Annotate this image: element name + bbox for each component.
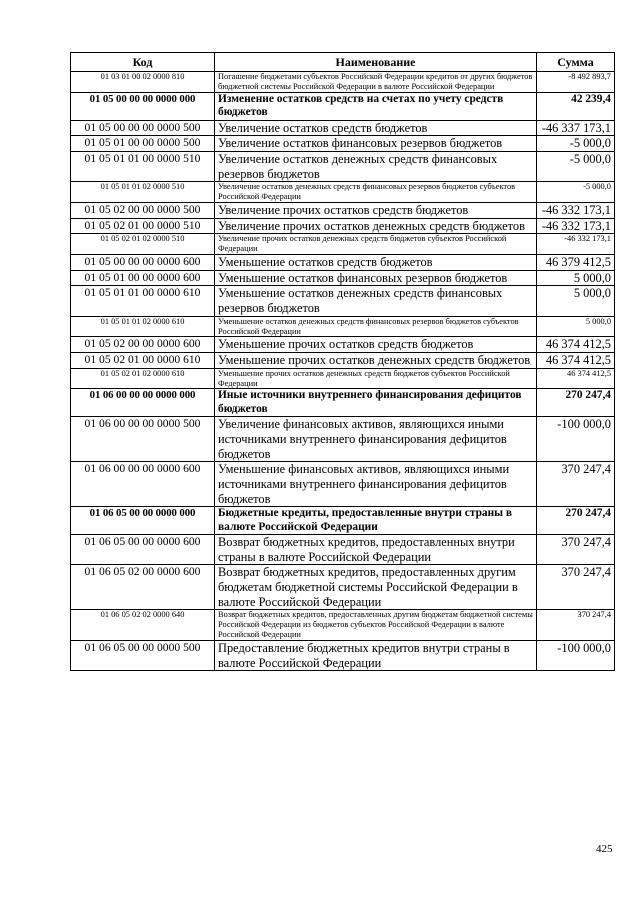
code-cell: 01 06 00 00 00 0000 600 [71, 462, 215, 507]
code-cell: 01 06 05 00 00 0000 500 [71, 640, 215, 670]
table-row [71, 462, 615, 507]
budget-sources-table [70, 52, 615, 671]
table-header-row [71, 53, 615, 72]
table-row [71, 120, 615, 136]
code-cell: 01 05 01 01 02 0000 610 [71, 316, 215, 337]
table-row [71, 234, 615, 255]
name-cell: Уменьшение остатков финансовых резервов бюджетов [215, 270, 537, 286]
table-body [71, 72, 615, 671]
table-row [71, 389, 615, 417]
table-row [71, 255, 615, 271]
name-cell: Иные источники внутреннего финансирования дефицитов бюджетов [215, 389, 537, 417]
code-cell: 01 05 02 01 00 0000 610 [71, 353, 215, 369]
name-cell: Увеличение прочих остатков средств бюджетов [215, 203, 537, 219]
name-cell: Увеличение прочих остатков денежных средств бюджетов субъектов Российской Федерации [215, 234, 537, 255]
table-row [71, 92, 615, 120]
table-row [71, 610, 615, 641]
code-cell: 01 05 02 01 02 0000 510 [71, 234, 215, 255]
code-cell: 01 05 02 01 00 0000 510 [71, 218, 215, 234]
code-cell: 01 05 01 01 02 0000 510 [71, 182, 215, 203]
column-header-code: Код [71, 53, 215, 72]
amount-cell: 370 247,4 [537, 535, 615, 565]
table-row [71, 507, 615, 535]
name-cell: Уменьшение остатков денежных средств финансовых резервов бюджетов субъектов Российской Федерации [215, 316, 537, 337]
amount-cell: 5 000,0 [537, 316, 615, 337]
amount-cell: 46 374 412,5 [537, 337, 615, 353]
name-cell: Бюджетные кредиты, предоставленные внутри страны в валюте Российской Федерации [215, 507, 537, 535]
amount-cell: 46 374 412,5 [537, 368, 615, 389]
name-cell: Уменьшение прочих остатков средств бюджетов [215, 337, 537, 353]
code-cell: 01 05 01 00 00 0000 600 [71, 270, 215, 286]
name-cell: Увеличение прочих остатков денежных средств бюджетов [215, 218, 537, 234]
table-row [71, 535, 615, 565]
name-cell: Увеличение остатков финансовых резервов бюджетов [215, 136, 537, 152]
code-cell: 01 06 05 02 00 0000 600 [71, 565, 215, 610]
table-row [71, 286, 615, 316]
code-cell: 01 05 02 00 00 0000 500 [71, 203, 215, 219]
name-cell: Увеличение остатков денежных средств финансовых резервов бюджетов [215, 151, 537, 181]
name-cell: Уменьшение прочих остатков денежных средств бюджетов субъектов Российской Федерации [215, 368, 537, 389]
table-row [71, 203, 615, 219]
table-row [71, 72, 615, 93]
table-row [71, 353, 615, 369]
name-cell: Уменьшение финансовых активов, являющихся иными источниками внутреннего финансирования дефицитов бюджетов [215, 462, 537, 507]
table-row [71, 136, 615, 152]
name-cell: Уменьшение прочих остатков денежных средств бюджетов [215, 353, 537, 369]
table-row [71, 417, 615, 462]
amount-cell: 370 247,4 [537, 610, 615, 641]
code-cell: 01 05 00 00 00 0000 600 [71, 255, 215, 271]
table-row [71, 218, 615, 234]
code-cell: 01 05 01 01 00 0000 610 [71, 286, 215, 316]
name-cell: Уменьшение остатков средств бюджетов [215, 255, 537, 271]
name-cell: Уменьшение остатков денежных средств финансовых резервов бюджетов [215, 286, 537, 316]
table-row [71, 182, 615, 203]
name-cell: Изменение остатков средств на счетах по учету средств бюджетов [215, 92, 537, 120]
amount-cell: -46 332 173,1 [537, 218, 615, 234]
name-cell: Погашение бюджетами субъектов Российской Федерации кредитов от других бюджетов бюджетной системы Российской Федерации в валюте Российской Федерации [215, 72, 537, 93]
amount-cell: 370 247,4 [537, 565, 615, 610]
table-row [71, 565, 615, 610]
table-row [71, 337, 615, 353]
code-cell: 01 03 01 00 02 0000 810 [71, 72, 215, 93]
code-cell: 01 05 01 01 00 0000 510 [71, 151, 215, 181]
amount-cell: 270 247,4 [537, 389, 615, 417]
code-cell: 01 06 05 00 00 0000 600 [71, 535, 215, 565]
code-cell: 01 05 02 01 02 0000 610 [71, 368, 215, 389]
name-cell: Предоставление бюджетных кредитов внутри страны в валюте Российской Федерации [215, 640, 537, 670]
page-number: 425 [596, 843, 613, 855]
table-row [71, 316, 615, 337]
name-cell: Увеличение финансовых активов, являющихся иными источниками внутреннего финансирования дефицитов бюджетов [215, 417, 537, 462]
column-header-amount: Сумма [537, 53, 615, 72]
name-cell: Увеличение остатков средств бюджетов [215, 120, 537, 136]
amount-cell: -46 332 173,1 [537, 234, 615, 255]
code-cell: 01 05 00 00 00 0000 500 [71, 120, 215, 136]
code-cell: 01 05 01 00 00 0000 500 [71, 136, 215, 152]
amount-cell: 270 247,4 [537, 507, 615, 535]
amount-cell: -46 332 173,1 [537, 203, 615, 219]
table-row [71, 368, 615, 389]
amount-cell: 46 379 412,5 [537, 255, 615, 271]
amount-cell: 5 000,0 [537, 270, 615, 286]
code-cell: 01 06 00 00 00 0000 000 [71, 389, 215, 417]
code-cell: 01 05 00 00 00 0000 000 [71, 92, 215, 120]
table-row [71, 640, 615, 670]
name-cell: Возврат бюджетных кредитов, предоставленных другим бюджетам бюджетной системы Российской Федерации в валюте Российской Федерации [215, 565, 537, 610]
table-row [71, 151, 615, 181]
amount-cell: 5 000,0 [537, 286, 615, 316]
code-cell: 01 05 02 00 00 0000 600 [71, 337, 215, 353]
code-cell: 01 06 05 00 00 0000 000 [71, 507, 215, 535]
amount-cell: -5 000,0 [537, 182, 615, 203]
code-cell: 01 06 00 00 00 0000 500 [71, 417, 215, 462]
amount-cell: 370 247,4 [537, 462, 615, 507]
amount-cell: -5 000,0 [537, 136, 615, 152]
amount-cell: 46 374 412,5 [537, 353, 615, 369]
amount-cell: -100 000,0 [537, 640, 615, 670]
amount-cell: -5 000,0 [537, 151, 615, 181]
column-header-name: Наименование [215, 53, 537, 72]
name-cell: Возврат бюджетных кредитов, предоставленных другим бюджетам бюджетной системы Российской Федерации из бюджетов субъектов Российской Федерации в валюте Российской Федерации [215, 610, 537, 641]
name-cell: Увеличение остатков денежных средств финансовых резервов бюджетов субъектов Российской Федерации [215, 182, 537, 203]
code-cell: 01 06 05 02 02 0000 640 [71, 610, 215, 641]
amount-cell: 42 239,4 [537, 92, 615, 120]
amount-cell: -8 492 893,7 [537, 72, 615, 93]
amount-cell: -46 337 173,1 [537, 120, 615, 136]
name-cell: Возврат бюджетных кредитов, предоставленных внутри страны в валюте Российской Федерации [215, 535, 537, 565]
amount-cell: -100 000,0 [537, 417, 615, 462]
table-row [71, 270, 615, 286]
